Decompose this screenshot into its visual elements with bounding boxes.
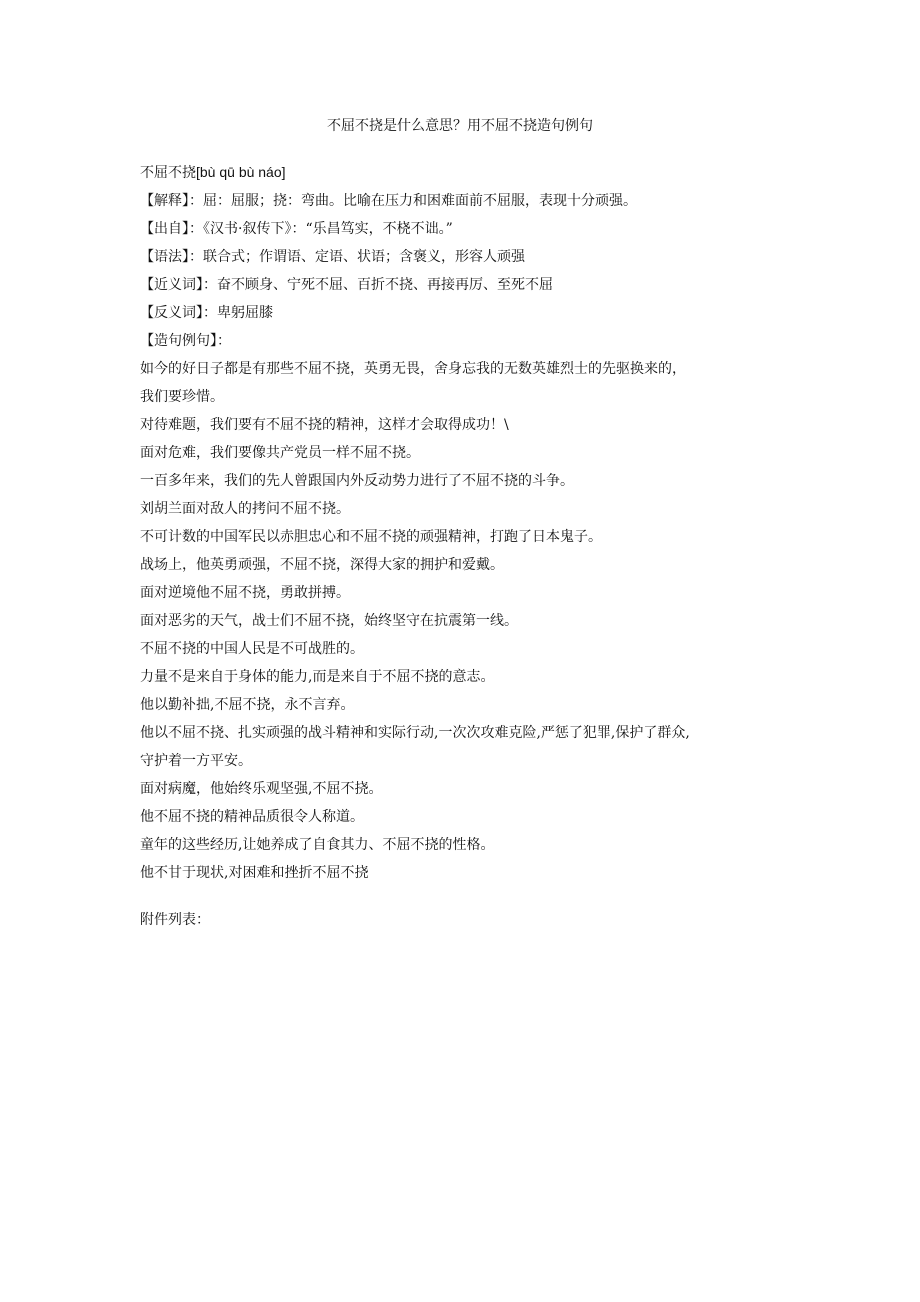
example-line: 守护着一方平安。 [140, 753, 252, 769]
headword: 不屈不挠 [140, 165, 196, 181]
example-line: 不可计数的中国军民以赤胆忠心和不屈不挠的顽强精神，打跑了日本鬼子。 [140, 529, 602, 545]
document-title: 不屈不挠是什么意思？用不屈不挠造句例句 [327, 118, 593, 134]
example-line: 他以勤补拙,不屈不挠，永不言弃。 [140, 697, 355, 713]
document-body [140, 158, 790, 887]
antonyms-line: 【反义词】：卑躬屈膝 [140, 305, 273, 321]
example-line: 对待难题，我们要有不屈不挠的精神，这样才会取得成功！\ [140, 417, 509, 433]
definition-line: 【解释】：屈：屈服；挠：弯曲。比喻在压力和困难面前不屈服，表现十分顽强。 [140, 193, 637, 209]
example-line: 我们要珍惜。 [140, 389, 224, 405]
source-line: 【出自】：《汉书·叙传下》：“乐昌笃实，不桡不诎。” [140, 221, 453, 237]
example-line: 如今的好日子都是有那些不屈不挠，英勇无畏，舍身忘我的无数英雄烈士的先驱换来的， [140, 361, 686, 377]
example-line: 面对病魔，他始终乐观坚强,不屈不挠。 [140, 781, 383, 797]
headword-line [140, 158, 790, 187]
example-line: 刘胡兰面对敌人的拷问不屈不挠。 [140, 501, 350, 517]
example-line: 他以不屈不挠、扎实顽强的战斗精神和实际行动,一次次攻难克险,严惩了犯罪,保护了群众, [140, 725, 690, 741]
example-line: 战场上，他英勇顽强，不屈不挠，深得大家的拥护和爱戴。 [140, 557, 504, 573]
example-line: 面对逆境他不屈不挠，勇敢拼搏。 [140, 585, 350, 601]
example-line: 一百多年来，我们的先人曾跟国内外反动势力进行了不屈不挠的斗争。 [140, 473, 574, 489]
attachments-label: 附件列表： [140, 912, 210, 928]
synonyms-line: 【近义词】：奋不顾身、宁死不屈、百折不挠、再接再厉、至死不屈 [140, 277, 553, 293]
example-line: 他不屈不挠的精神品质很令人称道。 [140, 809, 364, 825]
example-line: 力量不是来自于身体的能力,而是来自于不屈不挠的意志。 [140, 669, 495, 685]
grammar-line: 【语法】：联合式；作谓语、定语、状语；含褒义，形容人顽强 [140, 249, 525, 265]
pinyin: [bù qū bù náo] [196, 164, 286, 180]
examples-heading: 【造句例句】： [140, 333, 231, 349]
example-line: 面对恶劣的天气，战士们不屈不挠，始终坚守在抗震第一线。 [140, 613, 518, 629]
example-line: 面对危难，我们要像共产党员一样不屈不挠。 [140, 445, 420, 461]
example-line: 童年的这些经历,让她养成了自食其力、不屈不挠的性格。 [140, 837, 495, 853]
example-line: 不屈不挠的中国人民是不可战胜的。 [140, 641, 364, 657]
example-line: 他不甘于现状,对困难和挫折不屈不挠 [140, 865, 369, 881]
